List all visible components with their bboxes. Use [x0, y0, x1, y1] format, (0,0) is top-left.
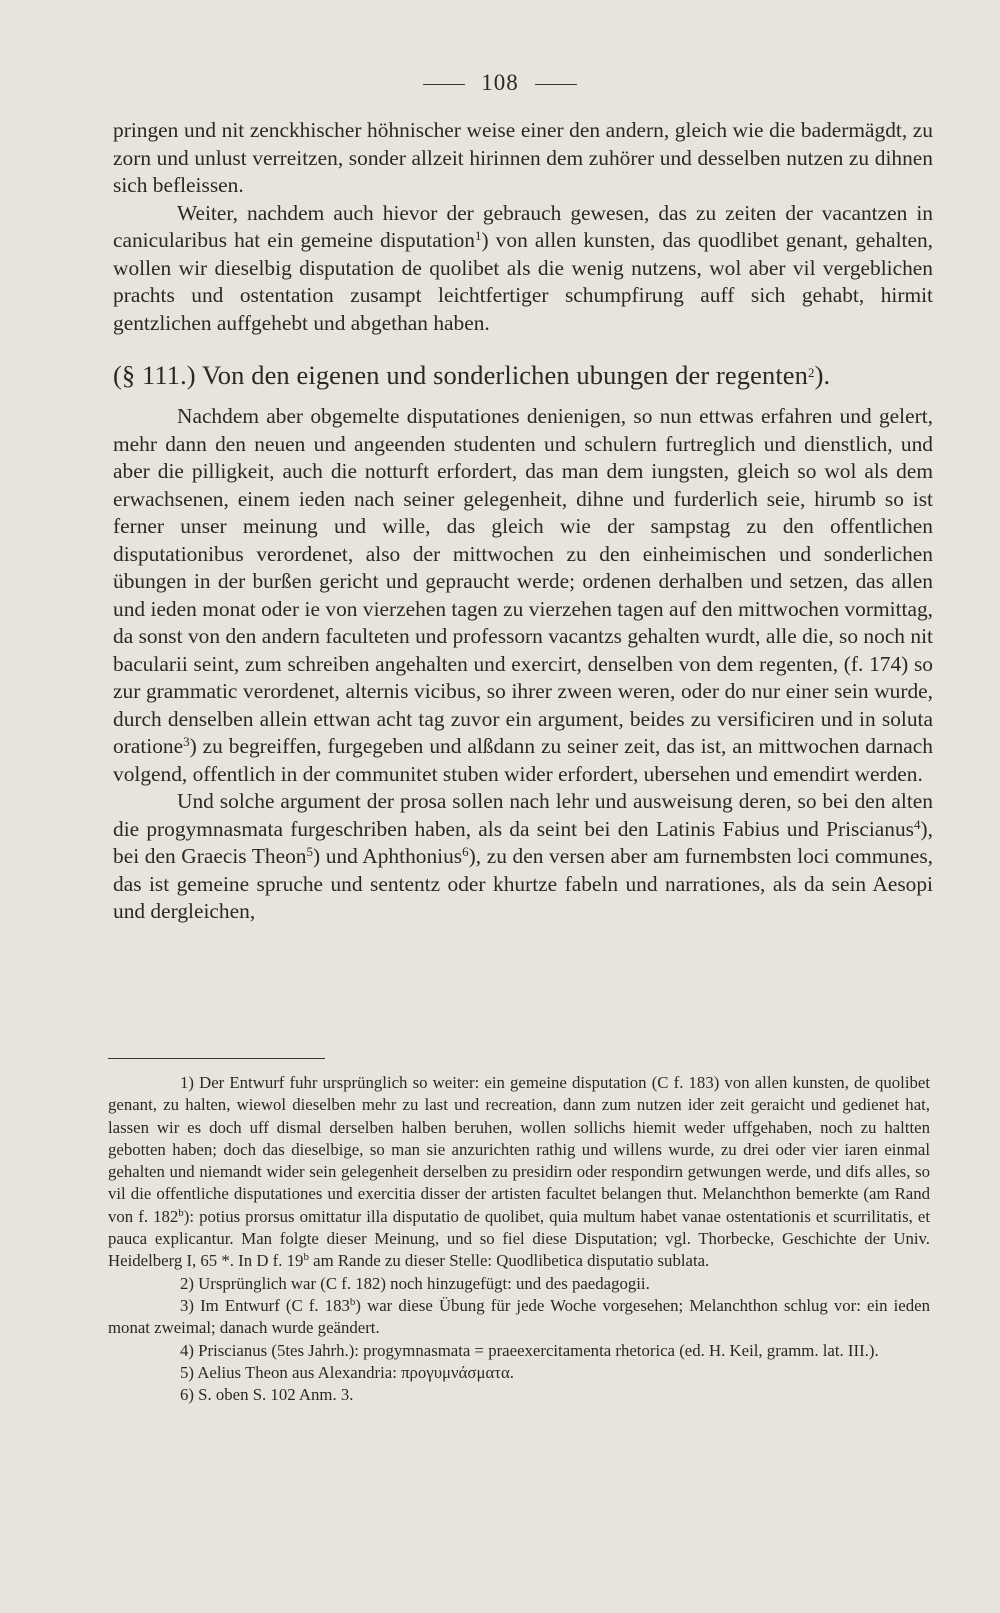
- footnote-ref-6: 6: [462, 843, 469, 859]
- footnote-divider: [108, 1058, 325, 1059]
- footnote-2-text: 2) Ursprünglich war (C f. 182) noch hinzugefügt: und des paedagogii.: [180, 1273, 650, 1293]
- footnote-3-sup: b: [349, 1295, 356, 1308]
- paragraph-3-text-b: ) zu begreiffen, furgegeben und alßdann zu seiner zeit, das ist, an mittwochen darnach volgend, offentlich in der communitet stuben wider erfordert, ubersehen und emendirt werden.: [113, 734, 933, 786]
- footnotes: [108, 1072, 930, 1406]
- paragraph-1-text: pringen und nit zenckhischer höhnischer weise einer den andern, gleich wie die badermägdt, zu zorn und unlust verreitzen, sonder allzeit hirinnen dem zuhörer und desselben nutzen zu dihnen sich befleissen.: [113, 118, 933, 197]
- header-dash-left: [423, 84, 465, 85]
- footnote-2: [108, 1273, 930, 1295]
- footnote-ref-3: 3: [183, 733, 190, 749]
- paragraph-1: [113, 117, 933, 200]
- footnote-4-text: 4) Priscianus (5tes Jahrh.): progymnasmata = praeexercitamenta rhetorica (ed. H. Keil, gramm. lat. III.).: [180, 1340, 879, 1360]
- paragraph-4-text-b: ), bei den Graecis Theon: [113, 816, 933, 868]
- paragraph-3-text-a: Nachdem aber obgemelte disputationes denienigen, so nun ettwas erfahren und gelert, mehr dann den neuen und angeenden studenten und schulern furtreglich und dienstlich, und aber die pilligkeit, auch die notturft erfordert, das man dem iungsten, gleich so wol als dem erwachsenen, einem ieden nach seiner gelegenheit, dihne und furderlich seie, hirumb so ist ferner unser meinung und wille, das gleich wie der sampstag zu den offentlichen disputationibus verordenet, also der mittwochen zu den einheimischen und sonderlichen übungen in der burßen gericht und gepraucht werde; ordenen derhalben und setzen, das allen und ieden monat oder ie von vierzehen tagen zu vierzehen tagen auf den mittwochen vormittag, da sonst von den andern faculteten und professorn vacantzs gehalten wurdt, alle die, so noch nit bacularii seint, zum schreiben angehalten und exercirt, denselben von dem regenten, (f. 174) so zur grammatic verordenet, alternis vicibus, so ihrer zween weren, oder do nur einer sein wurde, durch denselben allein ettwan acht tag zuvor ein argument, beides zu versificiren und in soluta oratione: [113, 404, 933, 758]
- footnote-3: [108, 1295, 930, 1340]
- footnote-1-sup-2: b: [303, 1251, 309, 1264]
- paragraph-2: [113, 200, 933, 338]
- footnote-5: [108, 1362, 930, 1384]
- footnote-ref-4: 4: [914, 816, 921, 832]
- header-dash-right: [535, 84, 577, 85]
- footnote-3-text-b: ) war diese Übung für jede Woche vorgesehen; Melanchthon schlug vor: ein ieden monat zweimal; danach wurde geändert.: [108, 1295, 930, 1338]
- page-number: 108: [481, 70, 519, 95]
- footnote-1-sup-1: b: [178, 1206, 184, 1219]
- footnote-1-text-b: ): potius prorsus omittatur illa disputatio de quolibet, quia multum habet vanae ostentationis et scurrilitatis, et pauca explicantur. Man folgte dieser Meinung, und so fiel diese Disputation; vgl. Thorbecke, Geschichte der Univ. Heidelberg I, 65 *. In D f. 19: [108, 1206, 930, 1271]
- paragraph-4: [113, 788, 933, 926]
- footnote-6: [108, 1384, 930, 1406]
- footnote-6-text: 6) S. oben S. 102 Anm. 3.: [180, 1385, 354, 1405]
- footnote-5-text: 5) Aelius Theon aus Alexandria: προγυμνάσματα.: [180, 1362, 514, 1382]
- page-header: [0, 70, 1000, 96]
- section-heading: [113, 359, 933, 391]
- footnote-ref-2: 2: [808, 364, 815, 380]
- section-heading-text: (§ 111.) Von den eigenen und sonderlichen ubungen der regenten: [113, 360, 809, 390]
- footnote-1-text-a: 1) Der Entwurf fuhr ursprünglich so weiter: ein gemeine disputation (C f. 183) von allen kunsten, de quolibet genant, zu halten, wiewol dieselben mehr zu last und recreation, dann zum nutzen ider zeit geraicht und gedienet hat, lassen wir es doch uff dismal derselben halben beruhen, wollen sollichs hiemit weder uffgehaben, noch zu haltten gebotten haben; doch das dieselbige, so man sie anzurichten rathig und willens wurde, zu drei oder vier iaren einmal gehalten und niemandt wider sein gelegenheit derselben zu presidirn oder respondirn getwungen werde, und difs alles, so vil die offentliche disputationes und exercitia disser der artisten facultet belangen thut. Melanchthon bemerkte (am Rand von f. 182: [108, 1073, 930, 1226]
- main-text: [113, 117, 933, 926]
- footnote-1: [108, 1072, 930, 1273]
- footnote-ref-5: 5: [306, 843, 313, 859]
- footnote-ref-1: 1: [475, 227, 482, 243]
- paragraph-2-text-b: ) von allen kunsten, das quodlibet genant, gehalten, wollen wir dieselbig disputation de quolibet als die wenig nutzens, wol aber vil vergeblichen prachts und ostentation zusampt leichtfertiger schumpfirung auff sich gehabt, hirmit gentzlichen auffgehebt und abgethan haben.: [113, 228, 933, 335]
- footnote-3-text-a: 3) Im Entwurf (C f. 183: [180, 1295, 350, 1315]
- paragraph-4-text-a: Und solche argument der prosa sollen nach lehr und ausweisung deren, so bei den alten die progymnasmata furgeschriben haben, als da seint bei den Latinis Fabius und Priscianus: [113, 789, 933, 841]
- paragraph-4-text-d: ), zu den versen aber am furnembsten loci communes, das ist gemeine spruche und sententz oder khurtze fabeln und narrationes, als da sein Aesopi und dergleichen,: [113, 844, 933, 923]
- paragraph-3: [113, 403, 933, 788]
- paragraph-2-text-a: Weiter, nachdem auch hievor der gebrauch gewesen, das zu zeiten der vacantzen in canicularibus hat ein gemeine disputation: [113, 200, 933, 252]
- footnote-1-text-c: am Rande zu dieser Stelle: Quodlibetica disputatio sublata.: [308, 1251, 710, 1271]
- section-heading-close: ).: [814, 360, 831, 390]
- paragraph-4-text-c: ) und Aphthonius: [313, 844, 463, 868]
- footnote-4: [108, 1340, 930, 1362]
